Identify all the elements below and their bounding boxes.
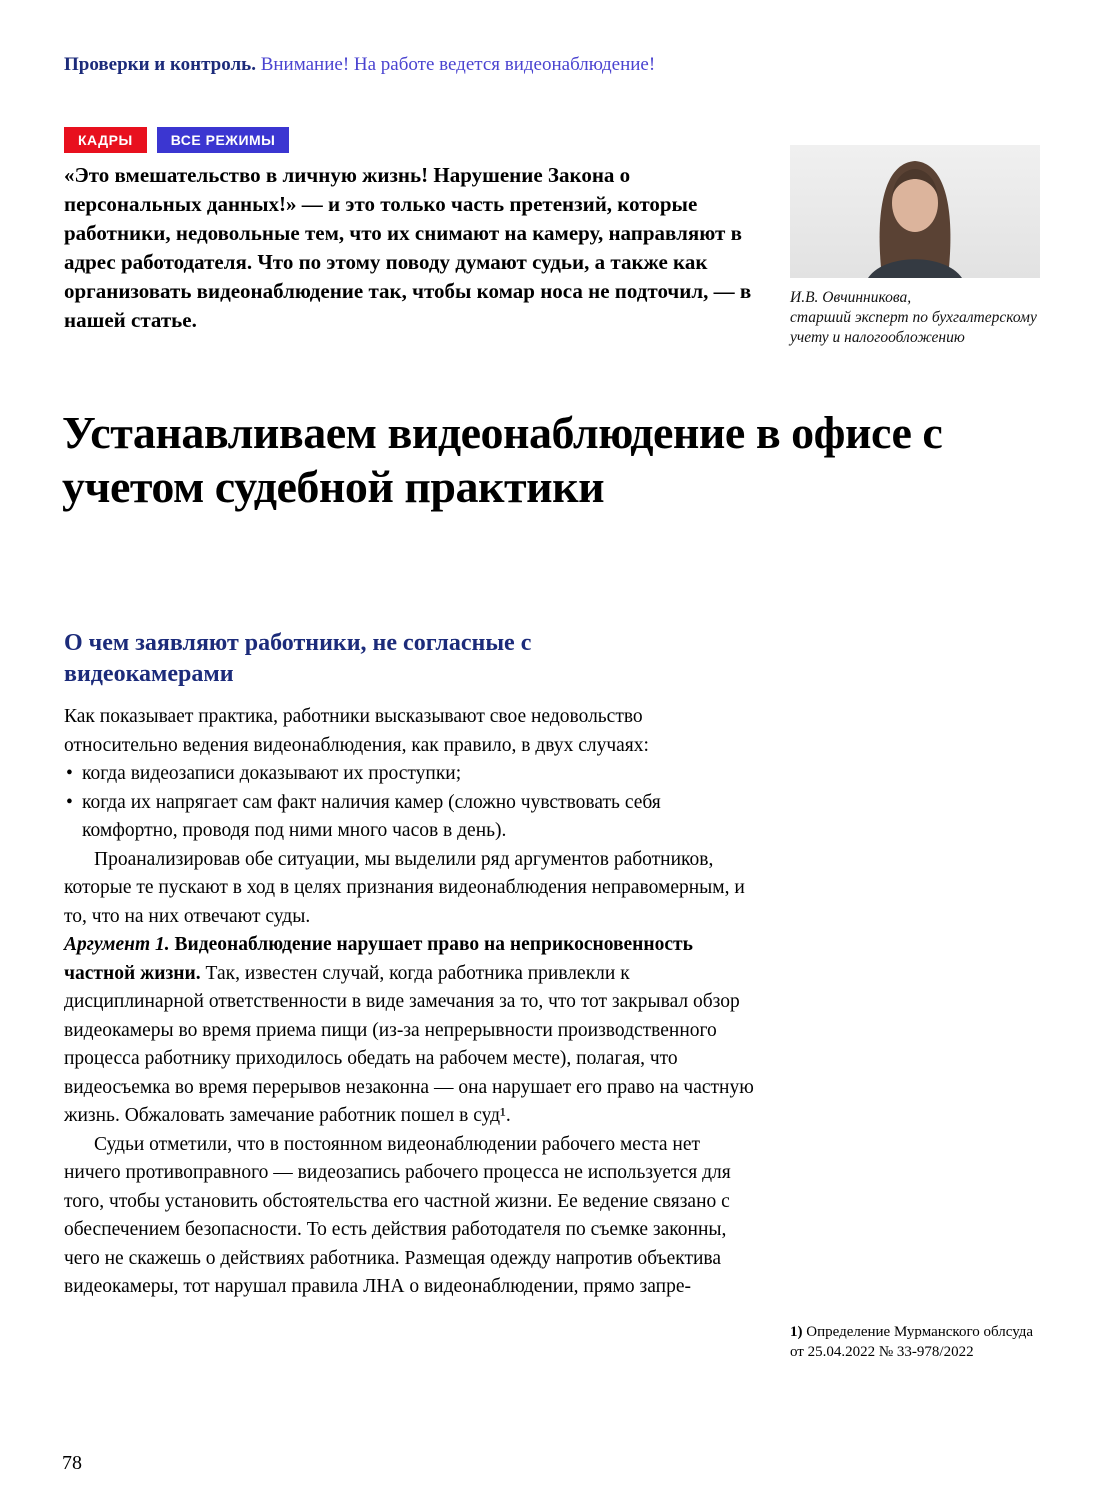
argument-bold-lead: Видеонаблюдение нарушает право на неприкосновенность частной жизни. [64, 934, 693, 984]
badge-kadry: КАДРЫ [64, 127, 147, 153]
rubric-title: Проверки и контроль. [64, 54, 256, 75]
footnote-marker: 1) [790, 1324, 803, 1340]
argument-label: Аргумент 1. [64, 934, 170, 955]
body-paragraph-3: Судьи отметили, что в постоянном видеонаблюдении рабочего места нет ничего противоправного — видеозапись рабочего процесса не используется для того, чтобы установить обстоятельства его частной жизни. Ее ведение связано с обеспечением безопасности. То есть действия работодателя по съемке законны, чего не скажешь о действиях работника. Размещая одежду напротив объектива видеокамеры, тот нарушал правила ЛНА о видеонаблюдении, прямо запре- [64, 1133, 731, 1297]
woman-portrait-icon [790, 145, 1040, 278]
bullet-item: • когда видеозаписи доказывают их проступки; [64, 760, 754, 789]
author-role: старший эксперт по бухгалтерскому учету и налогообложению [790, 309, 1037, 347]
author-photo [790, 145, 1040, 278]
page-number: 78 [62, 1452, 82, 1474]
argument-1-paragraph [64, 931, 754, 1131]
author-caption [790, 288, 1040, 348]
category-badges [64, 127, 289, 153]
bullet-list [64, 760, 754, 846]
kicker-line [64, 54, 655, 76]
body-paragraph-1: Как показывает практика, работники высказывают свое недовольство относительно ведения видеонаблюдения, как правило, в двух случаях: [64, 706, 649, 756]
footnote [790, 1322, 1035, 1363]
footnote-text: Определение Мурманского облсуда от 25.04.2022 № 33-978/2022 [790, 1324, 1034, 1361]
article-title: Устанавливаем видеонаблюдение в офисе с учетом судебной практики [62, 407, 943, 513]
article-body [64, 703, 754, 1302]
lead-paragraph: «Это вмешательство в личную жизнь! Нарушение Закона о персональных данных!» — и это только часть претензий, которые работники, недовольные тем, что их снимают на камеру, направляют в адрес работодателя. Что по этому поводу думают судьи, а также как организовать видеонаблюдение так, чтобы комар носа не подточил, — в нашей статье. [64, 163, 752, 332]
body-paragraph-2: Проанализировав обе ситуации, мы выделили ряд аргументов работников, которые те пускают в ход в целях признания видеонаблюдения неправомерным, и то, что на них отвечают суды. [64, 848, 745, 927]
rubric-subtitle: Внимание! На работе ведется видеонаблюдение! [260, 54, 656, 75]
author-name: И.В. Овчинникова, [790, 289, 912, 306]
bullet-item: • когда их напрягает сам факт наличия камер (сложно чувствовать себя комфортно, проводя под ними много часов в день). [64, 789, 754, 846]
author-block [790, 145, 1040, 348]
badge-vse-rezhimy: ВСЕ РЕЖИМЫ [157, 127, 290, 153]
section-heading: О чем заявляют работники, не согласные с видеокамерами [64, 630, 532, 688]
argument-text: Так, известен случай, когда работника привлекли к дисциплинарной ответственности в виде замечания за то, что тот закрывал обзор видеокамеры во время приема пищи (из-за непрерывности производственного процесса работнику приходилось обедать на рабочем месте), полагая, что видеосъемка во время перерывов незаконна — она нарушает его право на частную жизнь. Обжаловать замечание работник пошел в суд¹. [64, 962, 754, 1126]
